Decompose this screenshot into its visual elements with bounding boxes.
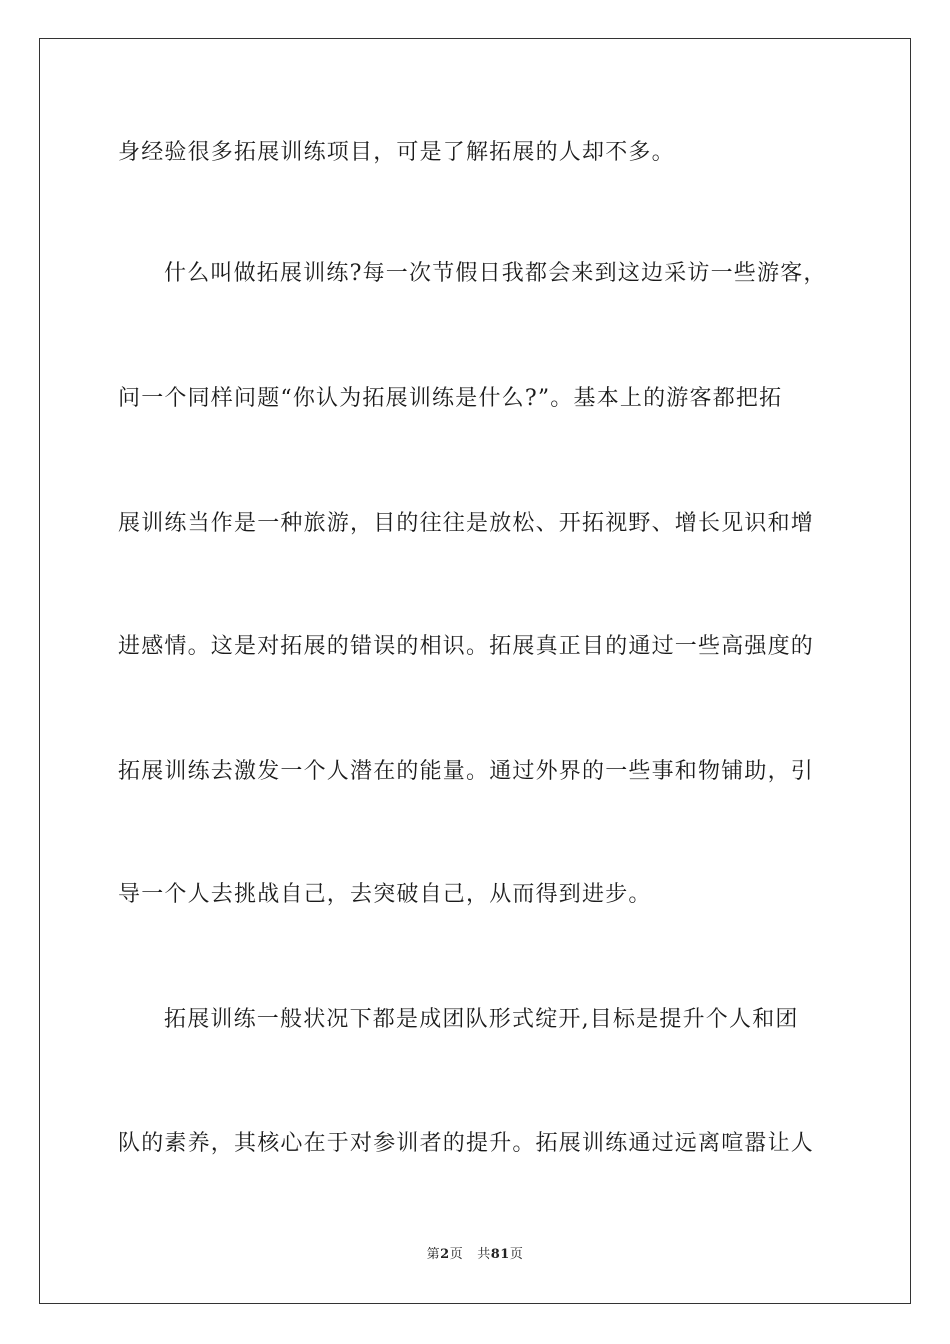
paragraph-line: 导一个人去挑战自己，去突破自己，从而得到进步。 — [118, 882, 652, 907]
total-suffix: 页 — [509, 1247, 524, 1262]
paragraph-line: 问一个同样问题“你认为拓展训练是什么?”。基本上的游客都把拓 — [118, 386, 783, 411]
page-prefix: 第 — [426, 1247, 441, 1262]
page-number: 2 — [440, 1247, 450, 1262]
paragraph-line: 拓展训练去激发一个人潜在的能量。通过外界的一些事和物铺助，引 — [118, 759, 815, 784]
page-suffix: 页 — [449, 1247, 464, 1262]
paragraph-line: 身经验很多拓展训练项目，可是了解拓展的人却不多。 — [118, 140, 675, 165]
paragraph-line: 拓展训练一般状况下都是成团队形式绽开,目标是提升个人和团 — [164, 1007, 799, 1032]
paragraph-line: 展训练当作是一种旅游，目的往往是放松、开拓视野、增长见识和增 — [118, 511, 815, 536]
paragraph-line: 队的素养，其核心在于对参训者的提升。拓展训练通过远离喧嚣让人 — [118, 1131, 815, 1156]
page-border — [39, 38, 911, 1304]
paragraph-line: 进感情。这是对拓展的错误的相识。拓展真正目的通过一些高强度的 — [118, 634, 815, 659]
total-pages: 81 — [490, 1247, 510, 1262]
total-prefix: 共 — [477, 1247, 491, 1262]
paragraph-line: 什么叫做拓展训练?每一次节假日我都会来到这边采访一些游客， — [164, 261, 827, 286]
page-footer — [0, 1246, 950, 1264]
